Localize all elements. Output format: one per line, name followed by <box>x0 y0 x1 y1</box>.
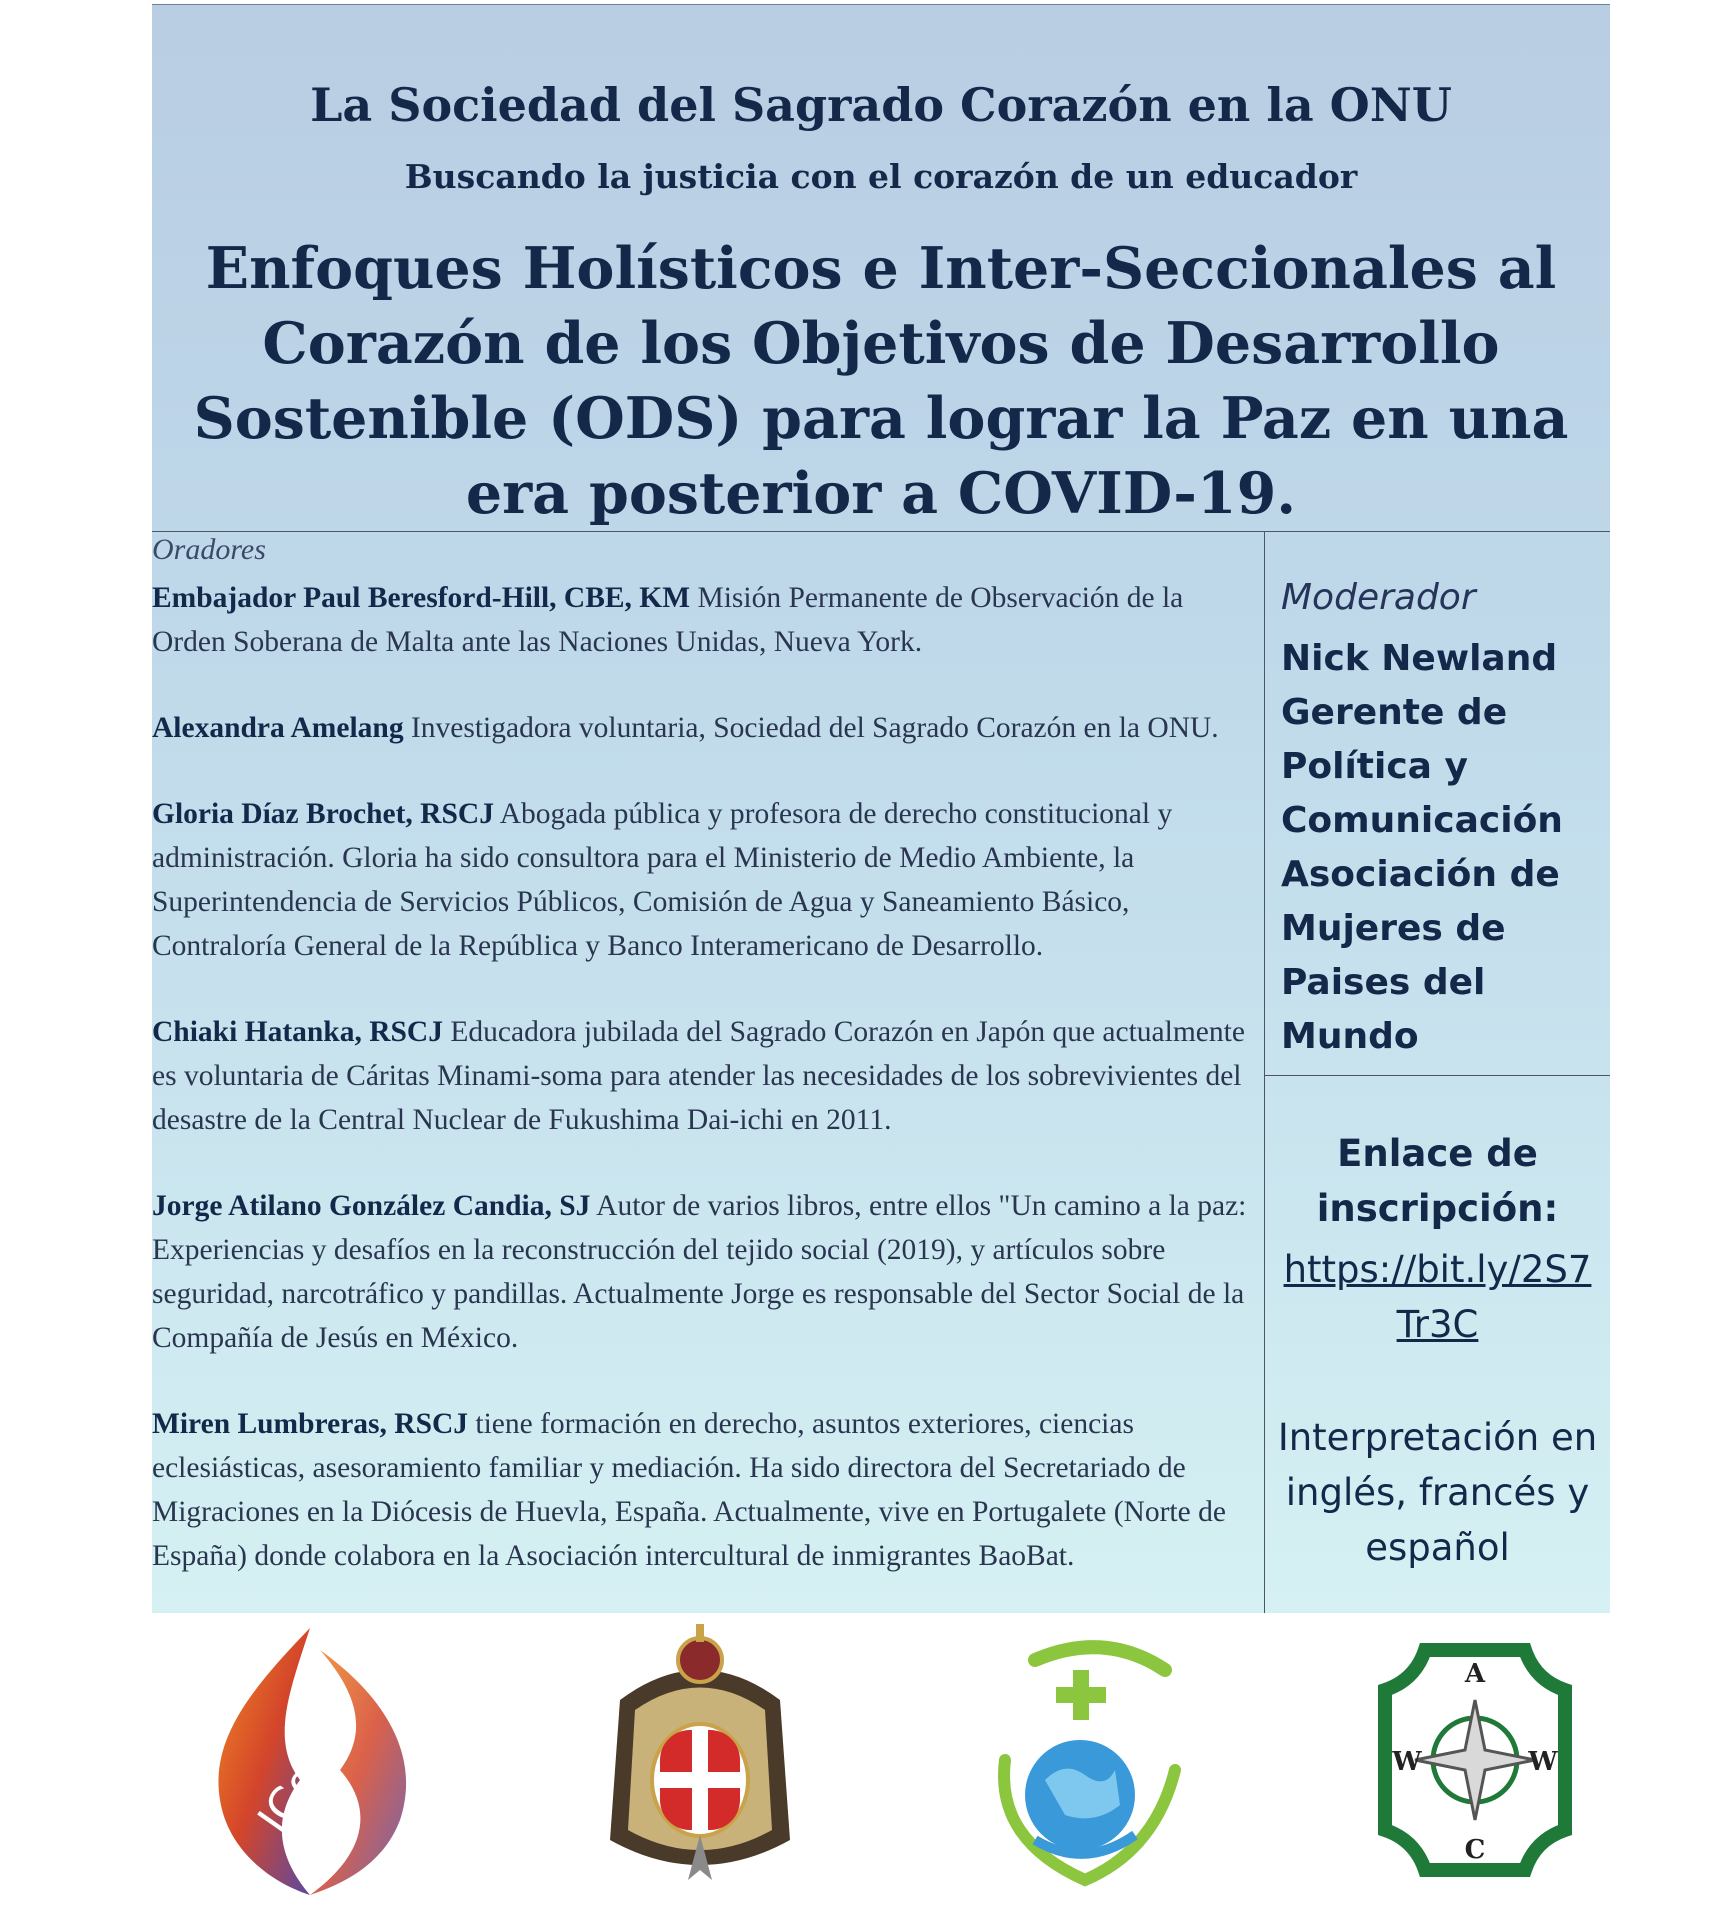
flyer-header <box>152 5 1610 532</box>
health-globe-logo <box>965 1620 1205 1900</box>
interpretation-note: Interpretación en inglés, francés y español <box>1277 1416 1598 1569</box>
speaker-bio: tiene formación en derecho, asuntos exteriores, ciencias eclesiásticas, asesoramiento familiar y mediación. Ha sido directora del Secretariado de Migraciones en la Diócesis de Huevla, España. Actualmente, vive en Portugalete (Norte de España) donde colabora en la Asociación intercultural de inmigrantes BaoBat. <box>152 1408 1226 1572</box>
speaker-entry <box>152 1010 1264 1142</box>
moderator-label: Moderador <box>1281 577 1476 618</box>
tagline: Buscando la justicia con el corazón de un educador <box>404 157 1358 196</box>
jcor-logo <box>190 1620 430 1900</box>
info-sidebar <box>1265 532 1610 1613</box>
speaker-entry <box>152 1402 1264 1578</box>
speaker-entry <box>152 792 1264 968</box>
speaker-name: Jorge Atilano González Candia, SJ <box>152 1190 591 1222</box>
order-of-malta-crest <box>580 1620 820 1900</box>
awwc-letter-right: W <box>1528 1747 1558 1777</box>
awwc-logo <box>1355 1620 1595 1900</box>
speaker-bio: Investigadora voluntaria, Sociedad del Sagrado Corazón en la ONU. <box>410 712 1219 744</box>
moderator-details: Nick Newland Gerente de Política y Comunicación Asociación de Mujeres de Paises del Mundo <box>1281 638 1563 1057</box>
speaker-name: Chiaki Hatanka, RSCJ <box>152 1016 443 1048</box>
speaker-name: Alexandra Amelang <box>152 712 404 744</box>
speaker-bio: Autor de varios libros, entre ellos "Un camino a la paz: Experiencias y desafíos en la reconstrucción del tejido social (2019), y artículos sobre seguridad, narcotráfico y pandillas. Actualmente Jorge es responsable del Sector Social de la Compañía de Jesús en México. <box>152 1190 1247 1354</box>
jcor-logo-text: JCoR <box>248 1730 349 1843</box>
awwc-letter-bottom: C <box>1464 1835 1486 1865</box>
speakers-label: Oradores <box>152 533 266 566</box>
organization-title: La Sociedad del Sagrado Corazón en la ONU <box>310 78 1452 132</box>
awwc-letter-top: A <box>1464 1659 1486 1689</box>
speaker-bio: Educadora jubilada del Sagrado Corazón en Japón que actualmente es voluntaria de Cáritas Minami-soma para atender las necesidades de los sobrevivientes del desastre de la Central Nuclear de Fukushima Dai-ichi en 2011. <box>152 1016 1245 1136</box>
event-flyer <box>152 4 1610 1613</box>
registration-link[interactable]: https://bit.ly/2S7Tr3C <box>1283 1248 1592 1346</box>
speaker-bio: Abogada pública y profesora de derecho constitucional y administración. Gloria ha sido consultora para el Ministerio de Medio Ambiente, la Superintendencia de Servicios Públicos, Comisión de Agua y Saneamiento Básico, Contraloría General de la República y Banco Interamericano de Desarrollo. <box>152 798 1173 962</box>
awwc-letter-left: W <box>1392 1747 1422 1777</box>
speakers-panel <box>152 532 1265 1613</box>
event-title: Enfoques Holísticos e Inter-Seccionales al Corazón de los Objetivos de Desarrollo Sostenible (ODS) para lograr la Paz en una era posterior a COVID-19. <box>193 235 1569 527</box>
speaker-bio: Misión Permanente de Observación de la Orden Soberana de Malta ante las Naciones Unidas, Nueva York. <box>152 582 1184 658</box>
registration-label: Enlace de inscripción: <box>1316 1132 1559 1230</box>
speaker-name: Gloria Díaz Brochet, RSCJ <box>152 798 494 830</box>
speaker-name: Embajador Paul Beresford-Hill, CBE, KM <box>152 582 691 614</box>
speaker-entry <box>152 576 1264 664</box>
speaker-entry <box>152 706 1264 750</box>
moderator-box <box>1265 532 1610 1076</box>
speaker-name: Miren Lumbreras, RSCJ <box>152 1408 469 1440</box>
speaker-entry <box>152 1184 1264 1360</box>
